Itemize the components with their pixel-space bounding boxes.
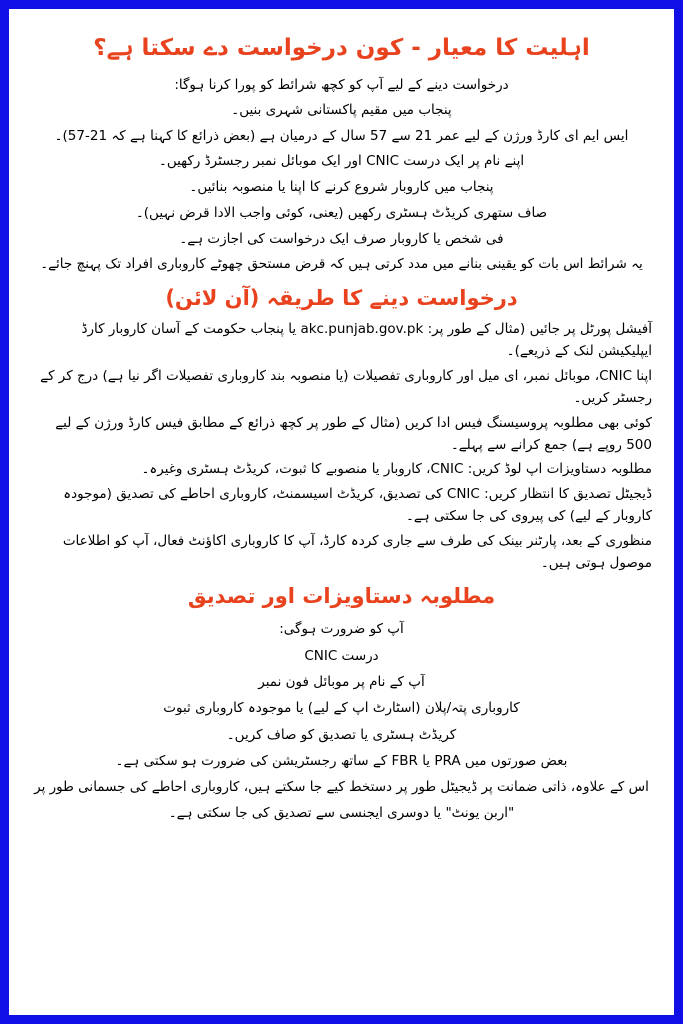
- list-item: فی شخص یا کاروبار صرف ایک درخواست کی اجازت ہے۔: [179, 230, 504, 247]
- list-item: کاروباری پتہ/پلان (اسٹارٹ اپ کے لیے) یا موجودہ کاروباری ثبوت: [163, 700, 520, 717]
- list-item: اپنا CNIC، موبائل نمبر، ای میل اور کاروباری تفصیلات (یا منصوبہ بند کاروباری تفصیلات اگر نیا ہے) درج کر کے رجسٹر کریں۔: [40, 367, 652, 407]
- list-item: اس کے علاوہ، ذاتی ضمانت پر ڈیجیٹل طور پر دستخط کیے جا سکتے ہیں، کاروباری احاطے کی جسمانی طور پر "اربن یونٹ" یا دوسری ایجنسی سے تصدیق کی جا سکتی ہے۔: [34, 779, 649, 822]
- document-body: [31, 23, 652, 1005]
- list-item: آپ کے نام پر موبائل فون نمبر: [258, 673, 425, 690]
- list-item: آپ کو ضرورت ہوگی:: [279, 621, 404, 638]
- apply-steps-list: [31, 318, 652, 576]
- list-item: یہ شرائط اس بات کو یقینی بنانے میں مدد کرتی ہیں کہ قرض مستحق چھوٹے کاروباری افراد تک پہنچ جائے۔: [40, 256, 643, 273]
- list-item: صاف ستھری کریڈٹ ہسٹری رکھیں (یعنی، کوئی واجب الادا قرض نہیں)۔: [135, 204, 548, 221]
- list-item: کوئی بھی مطلوبہ پروسیسنگ فیس ادا کریں (مثال کے طور پر کچھ ذرائع کے مطابق فیس کارڈ ورژن کے لیے 500 روپے ہے) جمع کرانے سے پہلے۔: [55, 414, 652, 453]
- list-item: درست CNIC: [304, 647, 379, 664]
- eligibility-list: [31, 98, 652, 278]
- list-item: ایس ایم ای کارڈ ورژن کے لیے عمر 21 سے 57 سال کے درمیان ہے (بعض ذرائع کا کہنا ہے کہ 21-57)۔: [54, 127, 629, 144]
- documents-heading: مطلوبہ دستاویزات اور تصدیق: [187, 584, 496, 609]
- list-item: کریڈٹ ہسٹری یا تصدیق کو صاف کریں۔: [226, 726, 457, 743]
- list-item: مطلوبہ دستاویزات اپ لوڈ کریں: CNIC، کاروبار یا منصوبے کا ثبوت، کریڈٹ ہسٹری وغیرہ۔: [141, 461, 652, 478]
- list-item: بعض صورتوں میں PRA یا FBR کے ساتھ رجسٹریشن کی ضرورت ہو سکتی ہے۔: [115, 752, 568, 769]
- list-item: ڈیجیٹل تصدیق کا انتظار کریں: CNIC کی تصدیق، کریڈٹ اسیسمنٹ، کاروباری احاطے کی تصدیق (موجودہ کاروبار کے لیے) کی پیروی کی جا سکتی ہے۔: [63, 485, 652, 525]
- list-item: اپنے نام پر ایک درست CNIC اور ایک موبائل نمبر رجسٹرڈ رکھیں۔: [158, 153, 525, 170]
- apply-heading: درخواست دینے کا طریقہ (آن لائن): [165, 285, 518, 310]
- eligibility-intro: درخواست دینے کے لیے آپ کو کچھ شرائط کو پورا کرنا ہوگا:: [174, 77, 509, 93]
- list-item: منظوری کے بعد، پارٹنر بینک کی طرف سے جاری کردہ کارڈ، آپ کا کاروباری اکاؤنٹ فعال، آپ کو اطلاعات موصول ہوتی ہیں۔: [62, 532, 652, 571]
- list-item: پنجاب میں مقیم پاکستانی شہری بنیں۔: [231, 102, 452, 118]
- list-item: پنجاب میں کاروبار شروع کرنے کا اپنا یا منصوبہ بنائیں۔: [189, 179, 494, 196]
- documents-list: [31, 616, 652, 826]
- list-item: آفیشل پورٹل پر جائیں (مثال کے طور پر: akc.punjab.gov.pk یا پنجاب حکومت کے آسان کاروبار کارڈ ایپلیکیشن لنک کے ذریعے)۔: [81, 320, 652, 360]
- eligibility-heading: اہلیت کا معیار - کون درخواست دے سکتا ہے؟: [93, 35, 590, 61]
